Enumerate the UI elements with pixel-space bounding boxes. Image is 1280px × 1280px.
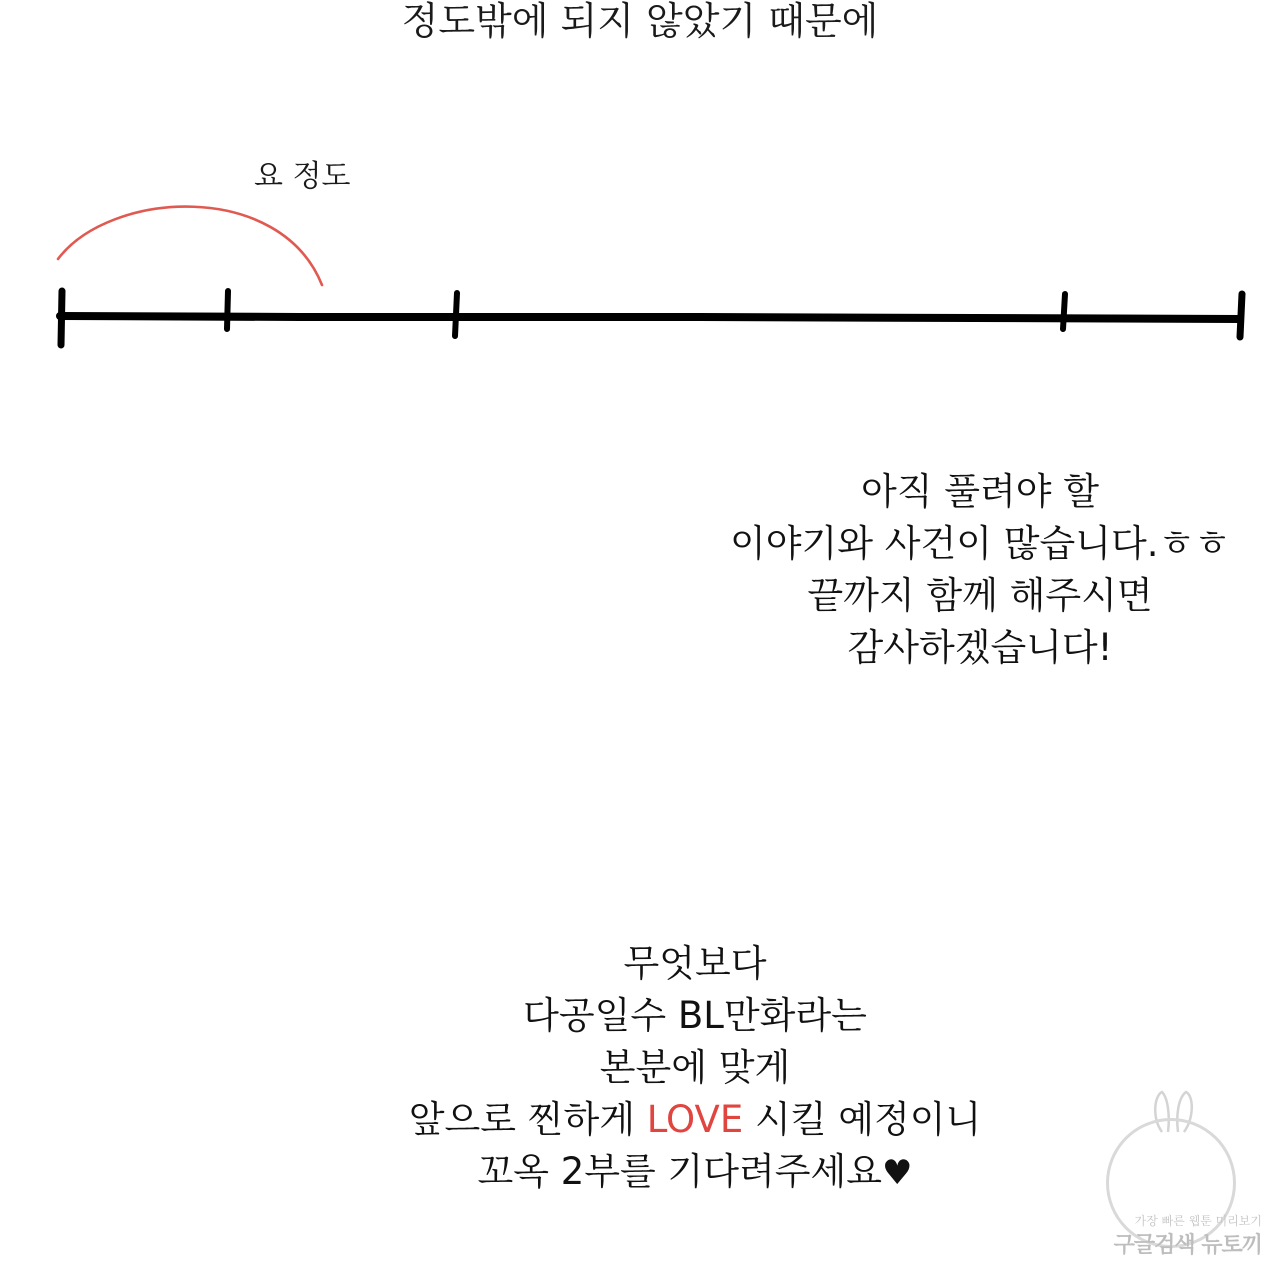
top-caption: 정도밖에 되지 않았기 때문에 <box>401 0 879 43</box>
watermark-big-text: 구글검색 뉴토끼 <box>1113 1233 1262 1258</box>
closing-line-5-text: 꼬옥 2부를 기다려주세요 <box>477 1150 882 1193</box>
closing-line-1: 무엇보다 <box>623 942 767 985</box>
closing-line-5 <box>300 1146 1090 1199</box>
timeline-tick-3 <box>455 293 457 336</box>
heart-icon: ♥ <box>882 1153 913 1193</box>
timeline-tick-4 <box>1063 294 1065 329</box>
love-highlight: LOVE <box>646 1098 744 1141</box>
story-line-3: 끝까지 함께 해주시면 <box>807 574 1153 617</box>
watermark-small-text: 가장 빠른 웹툰 미리보기 <box>1134 1214 1262 1228</box>
timeline-label: 요 정도 <box>254 159 351 194</box>
closing-line-4-before: 앞으로 찐하게 <box>408 1098 647 1141</box>
closing-paragraph <box>300 938 1090 1199</box>
story-paragraph <box>660 466 1280 674</box>
timeline-tick-end <box>1240 294 1242 337</box>
closing-line-4-after: 시킬 예정이니 <box>743 1098 982 1141</box>
story-line-2: 이야기와 사건이 많습니다.ㅎㅎ <box>730 522 1230 565</box>
watermark <box>1092 1088 1262 1258</box>
timeline-tick-2 <box>227 291 228 329</box>
timeline-tick-start <box>61 291 62 345</box>
closing-line-3: 본분에 맞게 <box>599 1046 791 1089</box>
story-line-4: 감사하겠습니다! <box>847 626 1113 669</box>
timeline-diagram <box>0 190 1280 360</box>
story-line-1: 아직 풀려야 할 <box>861 470 1099 513</box>
closing-line-4 <box>300 1094 1090 1146</box>
timeline-arc <box>58 207 322 285</box>
closing-line-2: 다공일수 BL만화라는 <box>523 994 867 1037</box>
